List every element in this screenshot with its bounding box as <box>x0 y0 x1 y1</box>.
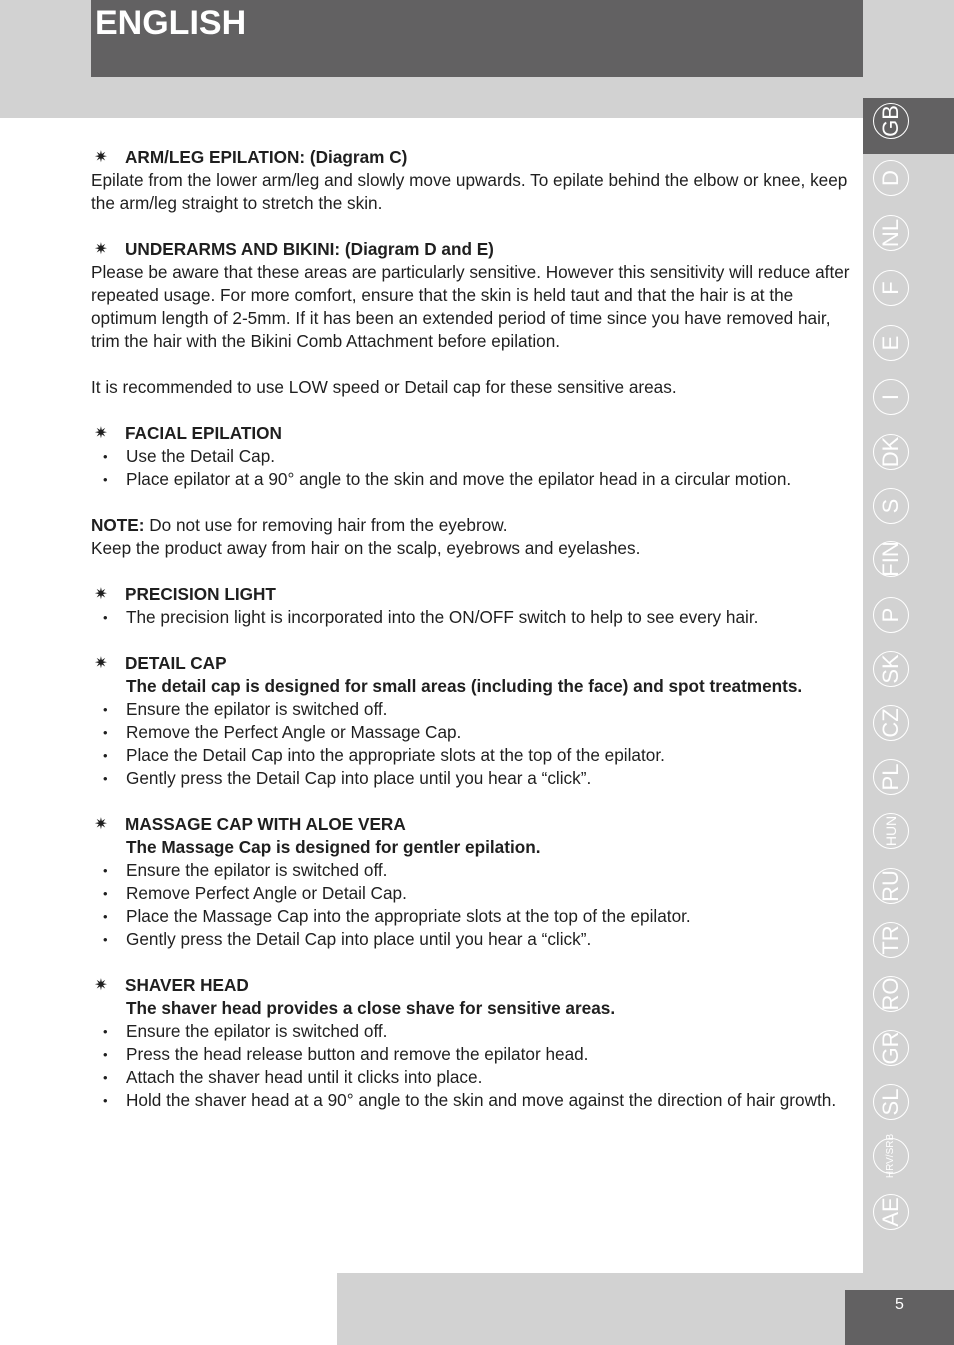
section-heading <box>91 146 851 169</box>
section-title: DETAIL CAP <box>125 653 227 673</box>
bullet-list <box>91 1020 851 1112</box>
bullet-list <box>91 698 851 790</box>
lang-tab-e[interactable]: E <box>873 325 909 361</box>
section-title: MASSAGE CAP WITH ALOE VERA <box>125 814 406 834</box>
section-arm-leg <box>91 146 851 215</box>
section-heading <box>91 974 851 997</box>
page-number-box <box>845 1290 954 1345</box>
page-title: ENGLISH <box>95 4 247 42</box>
section-shaver-head <box>91 974 851 1112</box>
section-heading <box>91 238 851 261</box>
list-item: • Place epilator at a 90° angle to the skin and move the epilator head in a circular motion. <box>91 468 851 491</box>
lang-tab-f[interactable]: F <box>873 270 909 306</box>
section-subtitle: The shaver head provides a close shave for sensitive areas. <box>126 998 616 1018</box>
list-item: • The precision light is incorporated into the ON/OFF switch to help to see every hair. <box>91 606 851 629</box>
lang-tab-hun[interactable]: HUN <box>873 813 909 849</box>
lang-tab-fin[interactable]: FIN <box>873 541 909 577</box>
lang-tab-p[interactable]: P <box>873 597 909 633</box>
lang-tab-nl[interactable]: NL <box>873 215 909 251</box>
lang-tab-i[interactable]: I <box>873 379 909 415</box>
list-item: • Attach the shaver head until it clicks into place. <box>91 1066 851 1089</box>
footer-panel <box>0 1273 337 1345</box>
section-subtitle: The Massage Cap is designed for gentler epilation. <box>126 837 541 857</box>
note-line-2: Keep the product away from hair on the scalp, eyebrows and eyelashes. <box>91 538 641 558</box>
section-title: ARM/LEG EPILATION: (Diagram C) <box>125 147 408 167</box>
list-item: • Hold the shaver head at a 90° angle to the skin and move against the direction of hair growth. <box>91 1089 851 1112</box>
bullet-list <box>91 445 851 491</box>
section-heading <box>91 813 851 836</box>
star-bullet-icon: ✷ <box>94 977 108 994</box>
lang-tab-sl[interactable]: SL <box>873 1084 909 1120</box>
section-title: PRECISION LIGHT <box>125 584 276 604</box>
bullet-list <box>91 606 851 629</box>
section-facial-epilation <box>91 422 851 491</box>
list-item: • Ensure the epilator is switched off. <box>91 698 851 721</box>
lang-tab-pl[interactable]: PL <box>873 759 909 795</box>
section-underarms-bikini <box>91 238 851 353</box>
lang-tab-hrv-srb[interactable]: HRV/SRB <box>873 1138 909 1174</box>
list-item: • Press the head release button and remove the epilator head. <box>91 1043 851 1066</box>
star-bullet-icon: ✷ <box>94 816 108 833</box>
lang-tab-cz[interactable]: CZ <box>873 705 909 741</box>
lang-tab-sk[interactable]: SK <box>873 651 909 687</box>
star-bullet-icon: ✷ <box>94 655 108 672</box>
section-recommendation <box>91 376 851 399</box>
lang-tab-ro[interactable]: RO <box>873 976 909 1012</box>
section-note <box>91 514 851 560</box>
section-title: SHAVER HEAD <box>125 975 249 995</box>
recommendation-text: It is recommended to use LOW speed or Detail cap for these sensitive areas. <box>91 377 677 397</box>
list-item: • Place the Detail Cap into the appropriate slots at the top of the epilator. <box>91 744 851 767</box>
star-bullet-icon: ✷ <box>94 586 108 603</box>
main-content <box>91 146 851 1135</box>
list-item: • Remove Perfect Angle or Detail Cap. <box>91 882 851 905</box>
section-title: FACIAL EPILATION <box>125 423 282 443</box>
bullet-list <box>91 859 851 951</box>
section-title: UNDERARMS AND BIKINI: (Diagram D and E) <box>125 239 494 259</box>
section-heading <box>91 583 851 606</box>
lang-tab-ae[interactable]: AE <box>873 1194 909 1230</box>
lang-tab-d[interactable]: D <box>873 160 909 196</box>
list-item: • Place the Massage Cap into the appropriate slots at the top of the epilator. <box>91 905 851 928</box>
section-heading <box>91 652 851 675</box>
lang-tab-dk[interactable]: DK <box>873 434 909 470</box>
list-item: • Remove the Perfect Angle or Massage Cap. <box>91 721 851 744</box>
section-detail-cap <box>91 652 851 790</box>
list-item: • Gently press the Detail Cap into place until you hear a “click”. <box>91 767 851 790</box>
lang-tab-gr[interactable]: GR <box>873 1030 909 1066</box>
lang-tab-tr[interactable]: TR <box>873 922 909 958</box>
section-massage-cap <box>91 813 851 951</box>
note-line <box>91 514 851 537</box>
section-precision-light <box>91 583 851 629</box>
list-item: • Gently press the Detail Cap into place until you hear a “click”. <box>91 928 851 951</box>
section-subtitle: The detail cap is designed for small areas (including the face) and spot treatments. <box>126 676 803 696</box>
star-bullet-icon: ✷ <box>94 149 108 166</box>
section-text: Epilate from the lower arm/leg and slowly move upwards. To epilate behind the elbow or knee, keep the arm/leg straight to stretch the skin. <box>91 170 848 213</box>
language-sidebar <box>863 98 954 1258</box>
star-bullet-icon: ✷ <box>94 241 108 258</box>
lang-tab-ru[interactable]: RU <box>873 868 909 904</box>
lang-tab-gb[interactable]: GB <box>873 103 909 139</box>
star-bullet-icon: ✷ <box>94 425 108 442</box>
list-item: • Ensure the epilator is switched off. <box>91 1020 851 1043</box>
note-text: Do not use for removing hair from the eyebrow. <box>144 515 508 535</box>
header-bar <box>91 0 863 77</box>
page-number: 5 <box>895 1296 904 1313</box>
list-item: • Use the Detail Cap. <box>91 445 851 468</box>
note-label: NOTE: <box>91 515 145 535</box>
section-text: Please be aware that these areas are particularly sensitive. However this sensitivity will reduce after repeated usage. For more comfort, ensure that the skin is held taut and that the hair is at the optimum length of 2-5mm. If it has been an extended period of time since you have removed hair, trim the hair with the Bikini Comb Attachment before epilation. <box>91 262 850 351</box>
section-heading <box>91 422 851 445</box>
list-item: • Ensure the epilator is switched off. <box>91 859 851 882</box>
lang-tab-s[interactable]: S <box>873 488 909 524</box>
